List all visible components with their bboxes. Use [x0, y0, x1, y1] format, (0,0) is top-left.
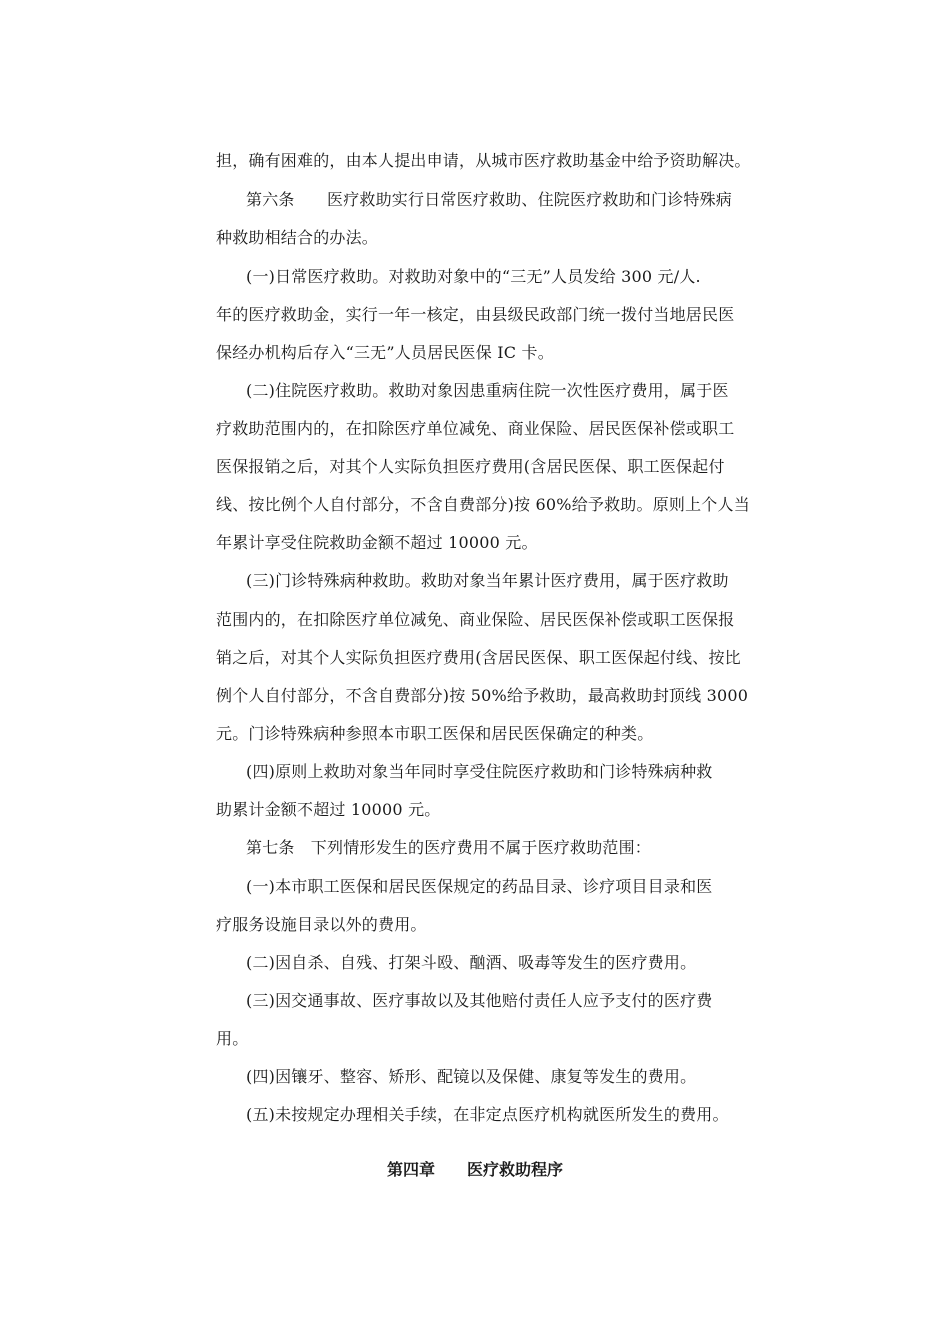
item-4-line: (四)原则上救助对象当年同时享受住院医疗救助和门诊特殊病种救 [246, 762, 713, 781]
paragraph-line: 年累计享受住院救助金额不超过 10000 元。 [216, 533, 538, 552]
paragraph-line: 助累计金额不超过 10000 元。 [216, 800, 441, 819]
paragraph-line: 例个人自付部分，不含自费部分)按 50%给予救助，最高救助封顶线 3000 [216, 686, 749, 705]
item-1-line: (一)日常医疗救助。对救助对象中的“三无”人员发给 300 元/人. [246, 267, 701, 286]
paragraph-line: 疗救助范围内的，在扣除医疗单位减免、商业保险、居民医保补偿或职工 [216, 419, 735, 438]
paragraph-line: 年的医疗救助金，实行一年一核定，由县级民政部门统一拨付当地居民医 [216, 305, 735, 324]
exclusion-5-line: (五)未按规定办理相关手续，在非定点医疗机构就医所发生的费用。 [246, 1105, 729, 1124]
chapter-heading: 第四章 医疗救助程序 [386, 1160, 563, 1179]
paragraph-line: 元。门诊特殊病种参照本市职工医保和居民医保确定的种类。 [216, 724, 654, 743]
item-3-line: (三)门诊特殊病种救助。救助对象当年累计医疗费用，属于医疗救助 [246, 571, 729, 590]
exclusion-3-line: (三)因交通事故、医疗事故以及其他赔付责任人应予支付的医疗费 [246, 991, 713, 1010]
exclusion-4-line: (四)因镶牙、整容、矫形、配镜以及保健、康复等发生的费用。 [246, 1067, 697, 1086]
item-2-line: (二)住院医疗救助。救助对象因患重病住院一次性医疗费用，属于医 [246, 381, 729, 400]
paragraph-line: 线、按比例个人自付部分，不含自费部分)按 60%给予救助。原则上个人当 [216, 495, 750, 514]
exclusion-1-line: (一)本市职工医保和居民医保规定的药品目录、诊疗项目目录和医 [246, 877, 713, 896]
paragraph-line: 种救助相结合的办法。 [216, 228, 379, 247]
paragraph-line: 医保报销之后，对其个人实际负担医疗费用(含居民医保、职工医保起付 [216, 457, 725, 476]
paragraph-line: 用。 [216, 1029, 249, 1048]
article-7-line: 第七条 下列情形发生的医疗费用不属于医疗救助范围： [246, 838, 652, 857]
paragraph-line: 销之后，对其个人实际负担医疗费用(含居民医保、职工医保起付线、按比 [216, 648, 741, 667]
paragraph-line: 担，确有困难的，由本人提出申请，从城市医疗救助基金中给予资助解决。 [216, 151, 751, 170]
article-6-line: 第六条 医疗救助实行日常医疗救助、住院医疗救助和门诊特殊病 [246, 190, 733, 209]
paragraph-line: 疗服务设施目录以外的费用。 [216, 915, 427, 934]
paragraph-line: 范围内的，在扣除医疗单位减免、商业保险、居民医保补偿或职工医保报 [216, 610, 735, 629]
paragraph-line: 保经办机构后存入“三无”人员居民医保 IC 卡。 [216, 343, 554, 362]
exclusion-2-line: (二)因自杀、自残、打架斗殴、酗酒、吸毒等发生的医疗费用。 [246, 953, 697, 972]
